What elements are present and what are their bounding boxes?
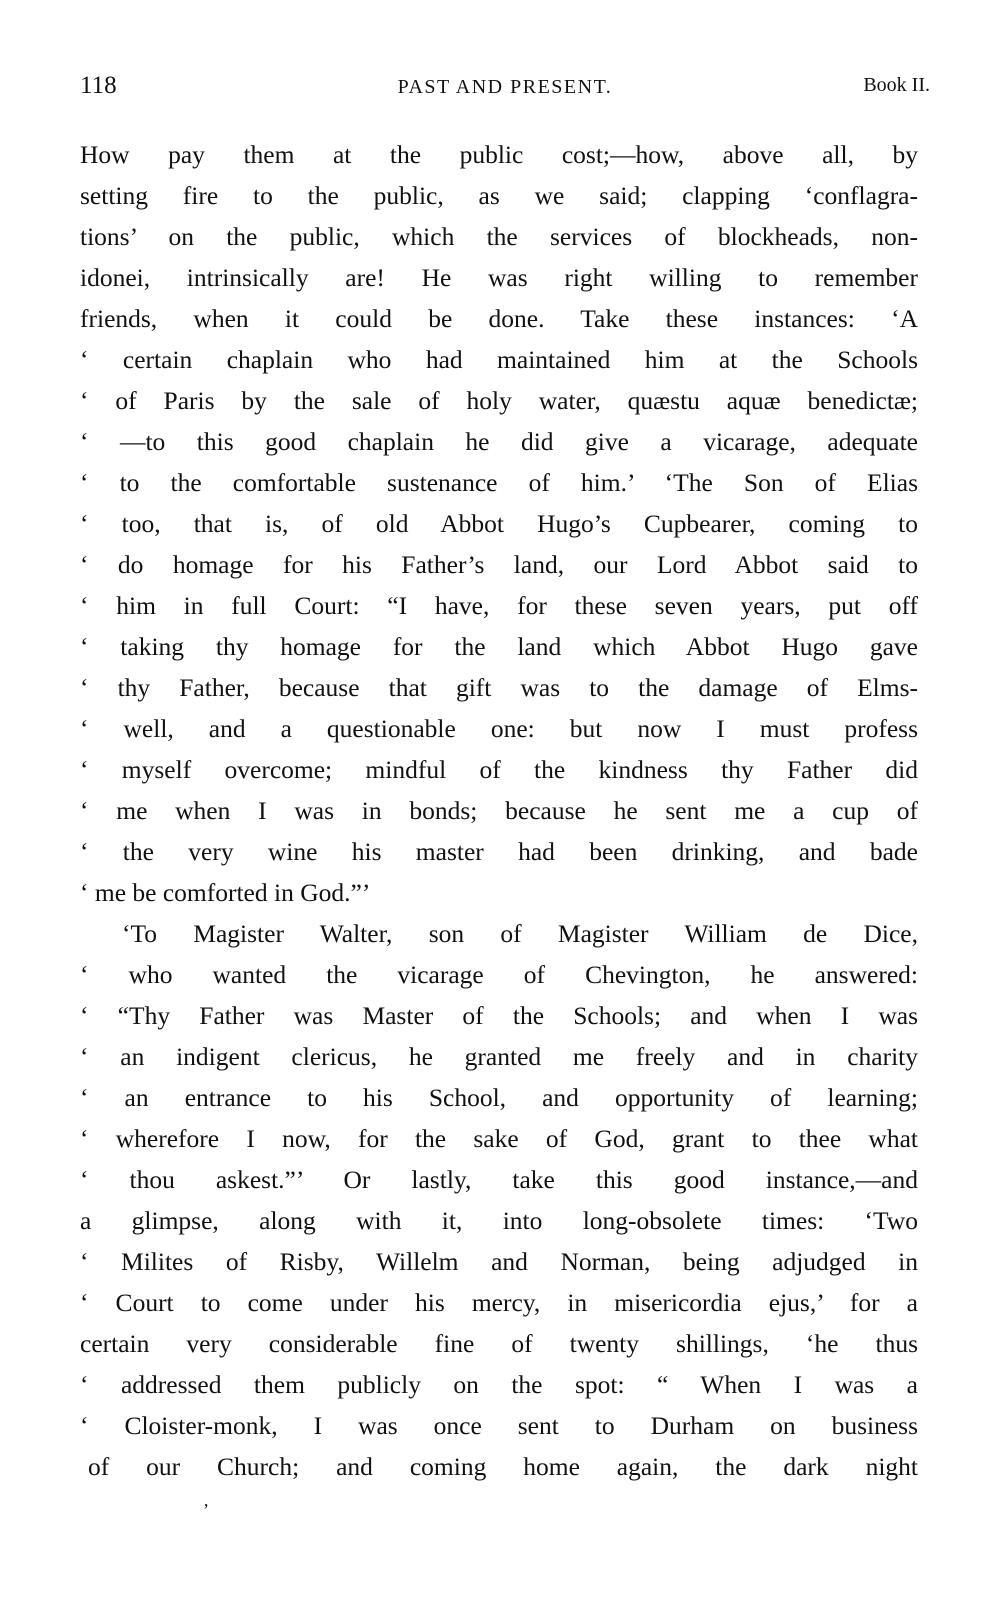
book-label: Book II. [863, 74, 930, 96]
text-line: ‘ do homage for his Father’s land, our Lord Abbot said to [80, 550, 918, 579]
stray-mark: ’ [203, 1500, 209, 1520]
text-line: ‘ —to this good chaplain he did give a vicarage, adequate [80, 427, 918, 456]
text-line: ‘ wherefore I now, for the sake of God, grant to thee what [80, 1124, 918, 1153]
text-line: ‘ thou askest.”’ Or lastly, take this good instance,—and [80, 1165, 918, 1194]
text-line: ‘ the very wine his master had been drinking, and bade [80, 837, 918, 866]
text-line: ‘ an entrance to his School, and opportunity of learning; [80, 1083, 918, 1112]
text-line: ‘ taking thy homage for the land which Abbot Hugo gave [80, 632, 918, 661]
text-line: certain very considerable fine of twenty shillings, ‘he thus [80, 1329, 918, 1358]
text-line: a glimpse, along with it, into long-obsolete times: ‘Two [80, 1206, 918, 1235]
text-line: ‘ him in full Court: “I have, for these seven years, put off [80, 591, 918, 620]
text-line: How pay them at the public cost;—how, above all, by [80, 140, 918, 169]
text-line: idonei, intrinsically are! He was right willing to remember [80, 263, 918, 292]
page-header [80, 72, 930, 112]
text-line: ‘ Milites of Risby, Willelm and Norman, being adjudged in [80, 1247, 918, 1276]
text-line: ‘ Court to come under his mercy, in misericordia ejus,’ for a [80, 1288, 918, 1317]
text-line: ‘ “Thy Father was Master of the Schools; and when I was [80, 1001, 918, 1030]
text-line: ‘ well, and a questionable one: but now I must profess [80, 714, 918, 743]
running-title: PAST AND PRESENT. [397, 76, 613, 98]
text-line: ‘ addressed them publicly on the spot: “ When I was a [80, 1370, 918, 1399]
text-line: ‘ to the comfortable sustenance of him.’ ‘The Son of Elias [80, 468, 918, 497]
text-line: ‘ an indigent clericus, he granted me freely and in charity [80, 1042, 918, 1071]
body-text [80, 134, 918, 1487]
text-line: ‘ of Paris by the sale of holy water, quæstu aquæ benedictæ; [80, 386, 918, 415]
text-line: ‘ certain chaplain who had maintained him at the Schools [80, 345, 918, 374]
text-line: of our Church; and coming home again, the dark night [88, 1452, 918, 1481]
page-number: 118 [80, 72, 117, 99]
paragraph-start-line: ‘To Magister Walter, son of Magister William de Dice, [122, 919, 918, 948]
text-line: friends, when it could be done. Take these instances: ‘A [80, 304, 918, 333]
text-line: ‘ myself overcome; mindful of the kindness thy Father did [80, 755, 918, 784]
text-line: ‘ me when I was in bonds; because he sent me a cup of [80, 796, 918, 825]
text-line: ‘ too, that is, of old Abbot Hugo’s Cupbearer, coming to [80, 509, 918, 538]
paragraph-end-line: ‘ me be comforted in God.”’ [80, 878, 371, 907]
text-line: ‘ Cloister-monk, I was once sent to Durham on business [80, 1411, 918, 1440]
text-line: tions’ on the public, which the services of blockheads, non- [80, 222, 918, 251]
text-line: setting fire to the public, as we said; clapping ‘conflagra- [80, 181, 918, 210]
text-line: ‘ who wanted the vicarage of Chevington, he answered: [80, 960, 918, 989]
text-line: ‘ thy Father, because that gift was to the damage of Elms- [80, 673, 918, 702]
